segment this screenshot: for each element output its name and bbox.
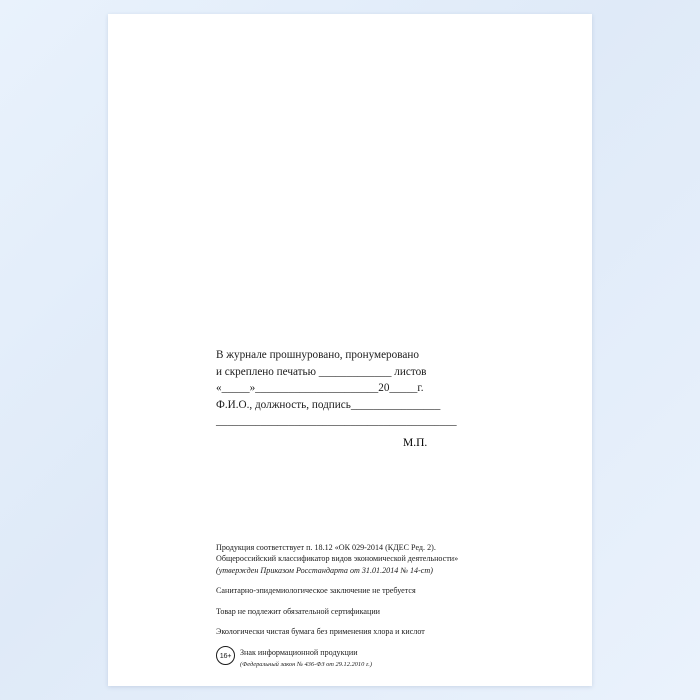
document-page [108,14,592,686]
stamp-place-label: М.П. [403,437,428,449]
info-mark-text [240,646,372,670]
certification-line-1: В журнале прошнуровано, пронумеровано [216,349,419,361]
sanitary-note: Санитарно-эпидемиологическое заключение не требуется [216,586,416,596]
product-compliance-line-2: Общероссийский классификатор видов экономической деятельности» [216,554,459,564]
product-compliance-note [216,542,536,576]
certification-block [216,347,516,430]
certification-line-2: и скреплено печатью _____________ листов [216,365,427,378]
certification-line-3: «_____»______________________20_____г. [216,382,424,395]
info-mark-law: (Федеральный закон № 436-ФЗ от 29.12.2010 г.) [240,660,373,668]
certification-line-4: Ф.И.О., должность, подпись________________ [216,398,441,411]
age-rating-badge: 16+ [216,646,235,665]
product-compliance-line-1: Продукция соответствует п. 18.12 «ОК 029-2014 (КДЕС Ред. 2). [216,543,436,552]
document-footer [216,542,536,670]
paper-note: Экологически чистая бумага без применения хлора и кислот [216,627,425,637]
info-mark-title: Знак информационной продукции [240,648,358,658]
product-compliance-line-3: (утвержден Приказом Росстандарта от 31.01.2014 № 14-ст) [216,565,433,575]
certification-note: Товар не подлежит обязательной сертификации [216,606,381,616]
certification-line-5: ___________________________________________ [216,415,457,428]
info-mark-row [216,646,536,670]
